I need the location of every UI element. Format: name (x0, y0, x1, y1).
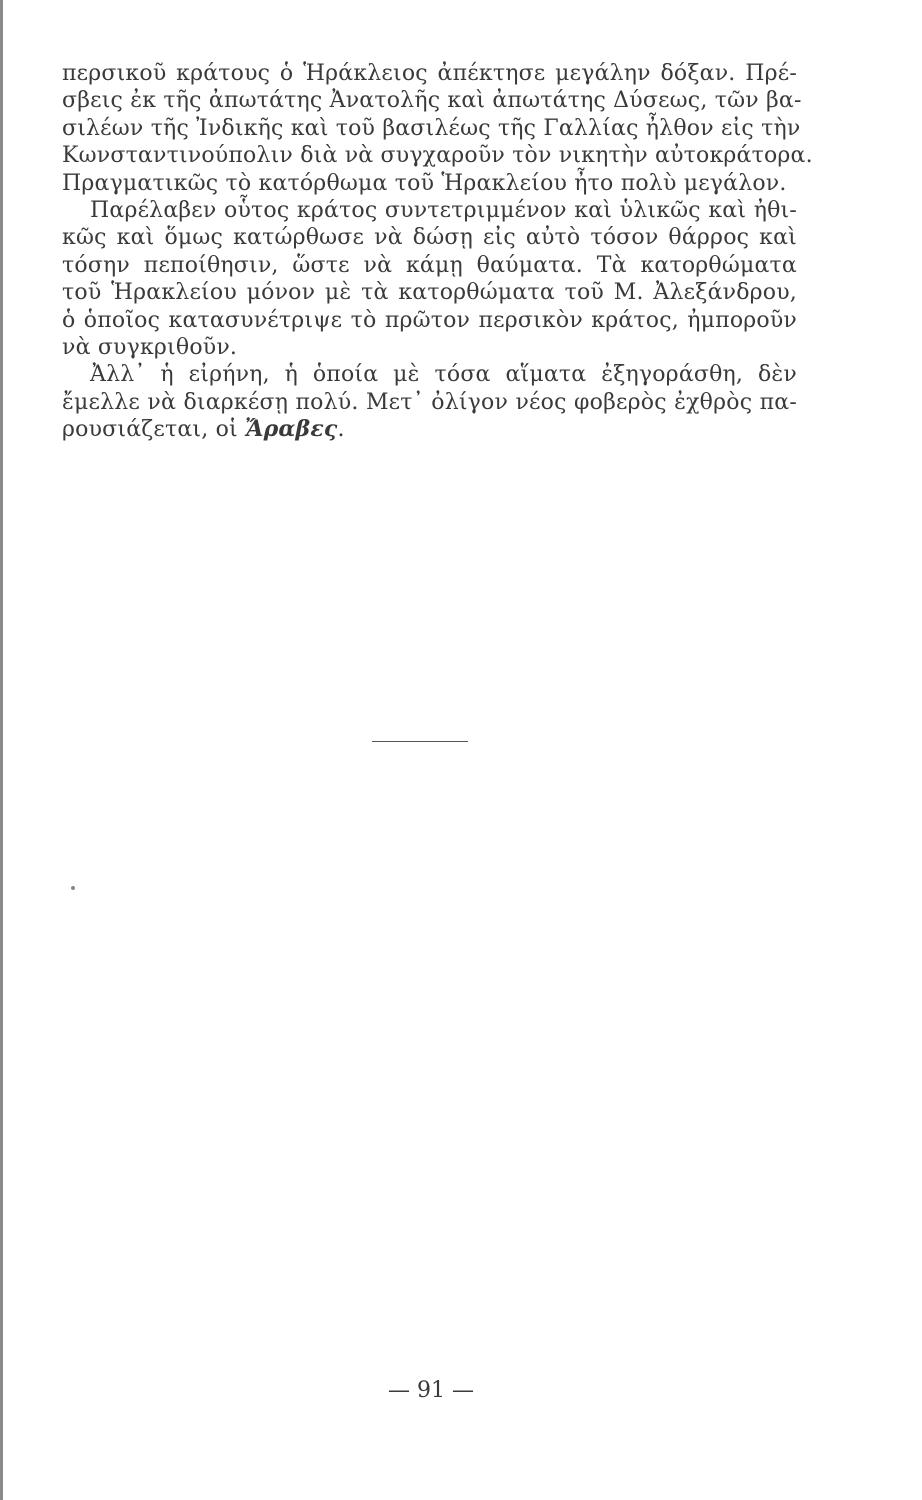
text-line: κῶς καὶ ὅμως κατώρθωσε νὰ δώσῃ εἰς αὐτὸ τόσον θάρρος καὶ (62, 225, 797, 251)
text-line-start: ρουσιάζεται, οἱ (62, 417, 246, 443)
text-line: περσικοῦ κράτους ὁ Ἡράκλειος ἀπέκτησε μεγάλην δόξαν. Πρέ- (62, 61, 797, 86)
emphasized-word: Ἄραβες (245, 416, 338, 443)
final-text-line (62, 416, 797, 443)
paragraph-start-line: Παρέλαβεν οὗτος κράτος συντετριμμένον καὶ ὑλικῶς καὶ ἠθι- (90, 197, 797, 223)
paragraph-start-line: Ἀλλ᾽ ἡ εἰρήνη, ἡ ὁποία μὲ τόσα αἵματα ἐξηγοράσθη, δὲν (90, 362, 797, 388)
section-divider (372, 741, 468, 742)
text-line: τοῦ Ἡρακλείου μόνον μὲ τὰ κατορθώματα τοῦ Μ. Ἀλεξάνδρου, (62, 280, 797, 306)
text-line: σιλέων τῆς Ἰνδικῆς καὶ τοῦ βασιλέως τῆς Γαλλίας ἦλθον εἰς τὴν (62, 115, 801, 141)
text-line: τόσην πεποίθησιν, ὥστε νὰ κάμῃ θαύματα. Τὰ κατορθώματα (62, 252, 797, 278)
scan-speck (71, 886, 75, 890)
body-text (62, 60, 813, 443)
text-line: νὰ συγκριθοῦν. (62, 334, 238, 360)
text-line: ὁ ὁποῖος κατασυνέτριψε τὸ πρῶτον περσικὸν κράτος, ἠμποροῦν (62, 307, 797, 333)
text-line: Πραγματικῶς τὸ κατόρθωμα τοῦ Ἡρακλείου ἦτο πολὺ μεγάλον. (62, 170, 787, 196)
page-number: — 91 — (388, 1378, 474, 1403)
text-line: Κωνσταντινούπολιν διὰ νὰ συγχαροῦν τὸν νικητὴν αὐτοκράτορα. (62, 143, 813, 169)
page-edge (0, 0, 3, 1500)
final-period: . (337, 417, 345, 443)
text-line: σβεις ἐκ τῆς ἀπωτάτης Ἀνατολῆς καὶ ἀπωτάτης Δύσεως, τῶν βα- (62, 88, 802, 114)
text-line: ἔμελλε νὰ διαρκέσῃ πολύ. Μετ᾽ ὀλίγον νέος φοβερὸς ἐχθρὸς πα- (62, 389, 797, 415)
